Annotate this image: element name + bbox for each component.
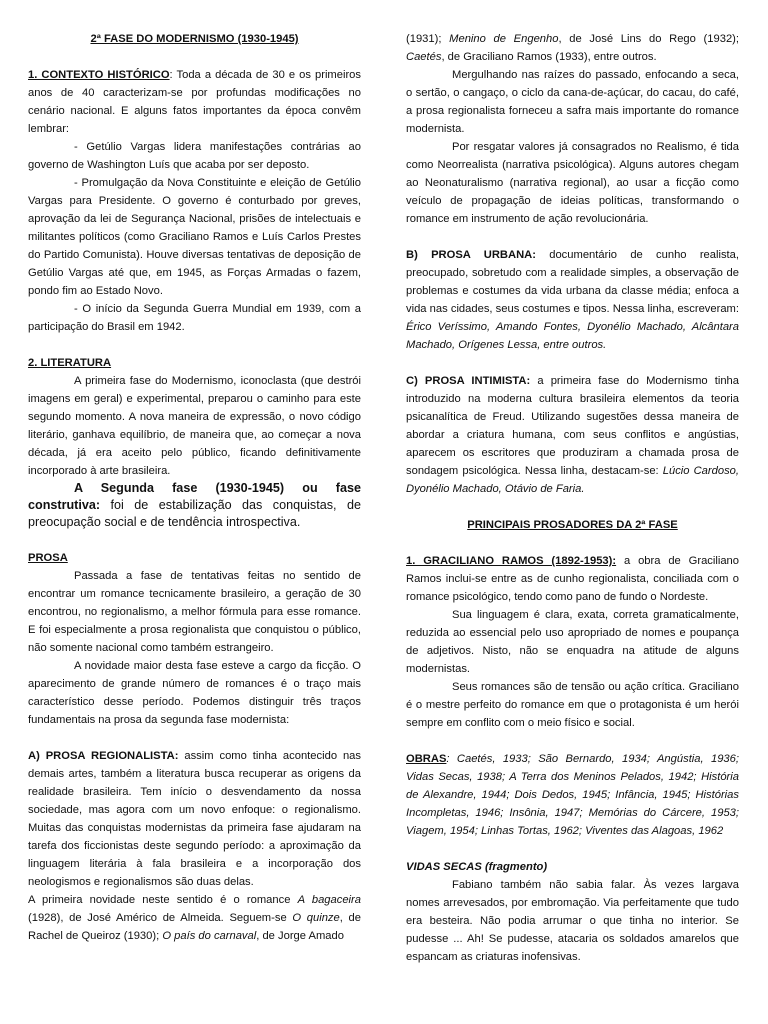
prosa-paragraph-2: A novidade maior desta fase esteve a cargo da ficção. O aparecimento de grande número de romances é o traço mais característico desse período. Podemos distinguir três traços fundamentais na prosa da segunda fase modernista: bbox=[28, 660, 361, 726]
right-column bbox=[406, 30, 739, 966]
regionalista-paragraph-2: A primeira novidade neste sentido é o romance A bagaceira (1928), de José Américo de Almeida. Seguem-se O quinze, de Rachel de Queiroz (1930); O país do carnaval, de Jorge Amado bbox=[28, 894, 361, 942]
literatura-paragraph: A primeira fase do Modernismo, iconoclasta (que destrói imagens em geral) e experimental, preparou o caminho para este segundo momento. A nova maneira de expressão, o novo código literário, ganhava equilíbrio, de maneira que, ao começar a nova década, já era aceito pelo público, ficando definitivamente incorporado à arte brasileira. bbox=[28, 375, 361, 477]
principais-heading: PRINCIPAIS PROSADORES DA 2ª FASE bbox=[467, 519, 678, 531]
obras-list: : Caetés, 1933; São Bernardo, 1934; Angústia, 1936; Vidas Secas, 1938; A Terra dos Meninos Pelados, 1942; História de Alexandre, 1944; Dois Dedos, 1945; Infância, 1945; Histórias Incompletas, 1946; Insônia, 1947; Memórias do Cárcere, 1953; Viagem, 1954; Linhas Tortas, 1962; Viventes das Alagoas, 1962 bbox=[406, 753, 739, 837]
vidas-secas-heading: VIDAS SECAS (fragmento) bbox=[406, 861, 548, 873]
urbana-heading: B) PROSA URBANA: bbox=[406, 249, 536, 261]
graciliano-heading: 1. GRACILIANO RAMOS (1892-1953): bbox=[406, 555, 617, 567]
urbana-paragraph: B) PROSA URBANA: documentário de cunho realista, preocupado, sobretudo com a realidade simples, a observação de problemas e costumes da vida urbana da classe média; enfoca a vida nas cidades, seus costumes e tipos. Nessa linha, escreveram: Érico Veríssimo, Amando Fontes, Dyonélio Machado, Alcântara Machado, Orígenes Lessa, entre outros. bbox=[406, 249, 739, 351]
vidas-secas-fragment: Fabiano também não sabia falar. Às vezes largava nomes arrevesados, por embromação. Via perfeitamente que tudo era besteira. Não podia arrumar o que tinha no interior. Se pudesse ... Ah! Se pudesse, atacaria os soldados amarelos que espancam as criaturas inofensivas. bbox=[406, 879, 739, 963]
regionalista-paragraph: A) PROSA REGIONALISTA: assim como tinha acontecido nas demais artes, também a literatura busca recuperar as origens da realidade brasileira. Tem início o desvendamento da nossa sociedade, mas agora com um novo enfoque: o regionalismo. Muitas das conquistas modernistas da primeira fase ajudaram na tarefa dos ficcionistas deste segundo período: a aproximação da linguagem literária à fala brasileira e a incorporação dos neologismos e regionalismos são duas delas. bbox=[28, 750, 361, 888]
contexto-heading: 1. CONTEXTO HISTÓRICO bbox=[28, 69, 170, 81]
contexto-item-2: - Promulgação da Nova Constituinte e eleição de Getúlio Vargas para Presidente. O governo é conturbado por greves, aprovação da lei de Segurança Nacional, prisões de intelectuais e militantes políticos (como Graciliano Ramos e Luís Carlos Prestes do Partido Comunista). Houve diversas tentativas de deposição de Getúlio Vargas até que, em 1945, as Forças Armadas o fazem, pondo fim ao Estado Novo. bbox=[28, 177, 361, 297]
prosa-paragraph-1: Passada a fase de tentativas feitas no sentido de encontrar um romance tecnicamente brasileiro, a geração de 30 encontrou, no regionalismo, a melhor fórmula para esse romance. E foi especialmente a prosa regionalista que conquistou o público, não somente nacional como também estrangeiro. bbox=[28, 570, 361, 654]
contexto-item-1: - Getúlio Vargas lidera manifestações contrárias ao governo de Washington Luís que acaba por ser deposto. bbox=[28, 141, 361, 171]
graciliano-paragraph-3: Seus romances são de tensão ou ação crítica. Graciliano é o mestre perfeito do romance em que o protagonista é um herói sempre em conflito com o meio físico e social. bbox=[406, 681, 739, 729]
resgatar-paragraph: Por resgatar valores já consagrados no Realismo, é tida como Neorrealista (narrativa psicológica). Alguns autores chegam ao Neonaturalismo (narrativa regional), ao usar a ficção como veículo de propagação de ideias políticas, transformando o romance em instrumento de ação revolucionária. bbox=[406, 141, 739, 225]
mergulhando-paragraph: Mergulhando nas raízes do passado, enfocando a seca, o sertão, o cangaço, o ciclo da cana-de-açúcar, do cacau, do café, a prosa regionalista forneceu a safra mais importante do romance modernista. bbox=[406, 69, 739, 135]
intimista-paragraph: C) PROSA INTIMISTA: a primeira fase do Modernismo tinha introduzido na moderna cultura brasileira elementos da teoria psicanalítica de Freud. Utilizando sugestões dessa maneira de abordar a criatura humana, com seus conflitos e angústias, aparecem os escritores que produziram a chamada prosa de sondagem psicológica. Nessa linha, destacam-se: Lúcio Cardoso, Dyonélio Machado, Otávio de Faria. bbox=[406, 375, 740, 495]
obras-heading: OBRAS bbox=[406, 753, 447, 765]
literatura-heading: 2. LITERATURA bbox=[28, 357, 112, 369]
graciliano-paragraph: 1. GRACILIANO RAMOS (1892-1953): a obra de Graciliano Ramos inclui-se entre as de cunho regionalista, conciliada com o romance psicológico, tendo como pano de fundo o Nordeste. bbox=[406, 555, 740, 603]
intimista-heading: C) PROSA INTIMISTA: bbox=[406, 375, 531, 387]
page-title: 2ª FASE DO MODERNISMO (1930-1945) bbox=[90, 33, 299, 45]
obras-paragraph bbox=[406, 750, 739, 840]
regionalista-heading: A) PROSA REGIONALISTA: bbox=[28, 750, 179, 762]
graciliano-paragraph-2: Sua linguagem é clara, exata, correta gramaticalmente, reduzida ao essencial pelo uso apropriado de nomes e poupança de adjetivos. Nisto, não se enquadra na atitude de alguns modernistas. bbox=[406, 609, 739, 675]
contexto-paragraph: 1. CONTEXTO HISTÓRICO: Toda a década de 30 e os primeiros anos de 40 caracterizam-se por profundas modificações no cenário nacional. E alguns fatos importantes da época convêm lembrar: bbox=[28, 69, 361, 135]
left-column bbox=[28, 30, 361, 945]
segunda-fase-bold: A Segunda fase (1930-1945) ou fase construtiva: bbox=[28, 481, 361, 512]
regionalista-continuation: (1931); Menino de Engenho, de José Lins do Rego (1932); Caetés, de Graciliano Ramos (1933), entre outros. bbox=[406, 33, 739, 63]
urbana-authors: Érico Veríssimo, Amando Fontes, Dyonélio Machado, Alcântara Machado, Orígenes Lessa, entre outros. bbox=[406, 321, 739, 351]
intimista-authors: Lúcio Cardoso, Dyonélio Machado, Otávio de Faria. bbox=[406, 465, 739, 495]
prosa-heading: PROSA bbox=[28, 552, 68, 564]
contexto-item-3: - O início da Segunda Guerra Mundial em 1939, com a participação do Brasil em 1942. bbox=[28, 303, 361, 333]
segunda-fase-paragraph: A Segunda fase (1930-1945) ou fase construtiva: foi de estabilização das conquistas, de preocupação social e de tendência introspectiva. bbox=[28, 481, 361, 529]
